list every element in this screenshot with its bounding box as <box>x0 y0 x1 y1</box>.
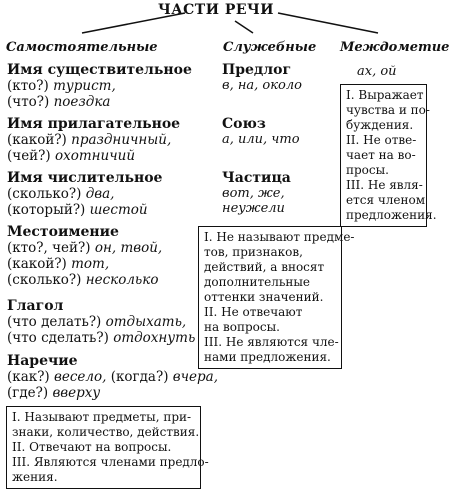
example: вверху <box>52 385 101 401</box>
column-heading-service: Служебные <box>223 40 317 55</box>
pos-name: Глагол <box>7 298 64 314</box>
note-line: III. Не явля- <box>346 178 423 192</box>
pos-name: Имя числительное <box>7 170 163 186</box>
question: (сколько?) <box>7 186 86 202</box>
diagram-title: ЧАСТИ РЕЧИ <box>157 2 275 18</box>
example: вчера, <box>172 369 218 385</box>
example: поездка <box>53 94 111 110</box>
note-line: II. Отвечают на вопросы. <box>12 440 172 454</box>
pos-adjective <box>7 116 180 164</box>
column-heading-independent: Самостоятельные <box>6 40 158 55</box>
note-line: предложения. <box>346 208 437 222</box>
pos-numeral <box>7 170 162 218</box>
pos-pronoun <box>7 224 162 288</box>
note-line: жения. <box>12 470 58 484</box>
note-line: на вопросы. <box>204 320 280 334</box>
question: (где?) <box>7 385 53 401</box>
note-line: чувства и по- <box>346 103 430 117</box>
pos-name: Имя существительное <box>7 62 192 78</box>
question: (что?) <box>7 94 54 110</box>
interjection-note-box <box>340 84 437 227</box>
pos-example-line <box>7 369 218 385</box>
pos-name: Предлог <box>222 62 292 78</box>
question: (когда?) <box>110 369 173 385</box>
question: (кто?) <box>7 78 54 94</box>
independent-note-box <box>6 406 209 489</box>
note-line: I. Называют предметы, при- <box>12 410 192 424</box>
pos-adverb <box>7 353 218 401</box>
note-line: действий, а вносят <box>204 260 325 274</box>
service-note-box <box>198 226 355 369</box>
pos-preposition <box>222 62 302 93</box>
note-line: III. Не являются чле- <box>204 335 339 349</box>
note-line: чает на во- <box>346 148 416 162</box>
note-line: ется членом <box>346 193 426 207</box>
pos-example-line <box>7 385 218 401</box>
pos-conjunction <box>222 116 300 147</box>
question: (какой?) <box>7 132 72 148</box>
pos-verb <box>7 298 195 346</box>
question: (чей?) <box>7 148 55 164</box>
example: праздничный, <box>71 132 172 148</box>
pos-example-line <box>7 272 162 288</box>
example: в, на, около <box>222 78 302 93</box>
note-line: нами предложения. <box>204 350 331 364</box>
pos-example-line <box>7 94 192 110</box>
note-line: оттенки значений. <box>204 290 324 304</box>
example: неужели <box>222 201 285 216</box>
pos-example-line <box>7 78 192 94</box>
question: (кто?, чей?) <box>7 240 95 256</box>
note-line: тов, признаков, <box>204 245 303 259</box>
example: весело, <box>54 369 111 385</box>
pos-name: Наречие <box>7 353 78 369</box>
question: (как?) <box>7 369 54 385</box>
example: охотничий <box>54 148 136 164</box>
example: два, <box>85 186 115 202</box>
pos-name: Имя прилагательное <box>7 116 181 132</box>
pos-example-line <box>7 132 180 148</box>
interjection-examples: ах, ой <box>357 64 397 79</box>
column-heading-interjection: Междометие <box>340 40 449 55</box>
pos-example-line <box>7 202 162 218</box>
question: (сколько?) <box>7 272 86 288</box>
note-line: просы. <box>346 163 389 177</box>
note-line: буждения. <box>346 118 414 132</box>
pos-example-line <box>7 148 180 164</box>
question: (что делать?) <box>7 314 106 330</box>
example: отдохнуть <box>113 330 196 346</box>
pos-name: Частица <box>222 170 291 186</box>
note-line: II. Не отве- <box>346 133 417 147</box>
example: шестой <box>89 202 148 218</box>
example: отдыхать, <box>105 314 187 330</box>
pos-example-line <box>7 330 195 346</box>
pos-name: Союз <box>222 116 266 132</box>
note-line: знаки, количество, действия. <box>12 425 200 439</box>
note-line: III. Являются членами предло- <box>12 455 209 469</box>
question: (какой?) <box>7 256 72 272</box>
example: вот, же, <box>222 186 285 201</box>
question: (что сделать?) <box>7 330 114 346</box>
pos-example-line <box>7 240 162 256</box>
pos-example-line <box>7 186 162 202</box>
note-line: I. Выражает <box>346 88 424 102</box>
note-line: I. Не называют предме- <box>204 230 355 244</box>
pos-example-line <box>7 256 162 272</box>
question: (который?) <box>7 202 90 218</box>
example: несколько <box>85 272 159 288</box>
pos-example-line <box>7 314 195 330</box>
example: а, или, что <box>222 132 300 147</box>
pos-noun <box>7 62 192 110</box>
note-line: II. Не отвечают <box>204 305 303 319</box>
pos-particle <box>222 170 291 216</box>
note-line: дополнительные <box>204 275 311 289</box>
example: турист, <box>53 78 116 94</box>
example: он, твой, <box>94 240 163 256</box>
connector-service <box>235 21 253 33</box>
pos-name: Местоимение <box>7 224 119 240</box>
example: тот, <box>71 256 110 272</box>
